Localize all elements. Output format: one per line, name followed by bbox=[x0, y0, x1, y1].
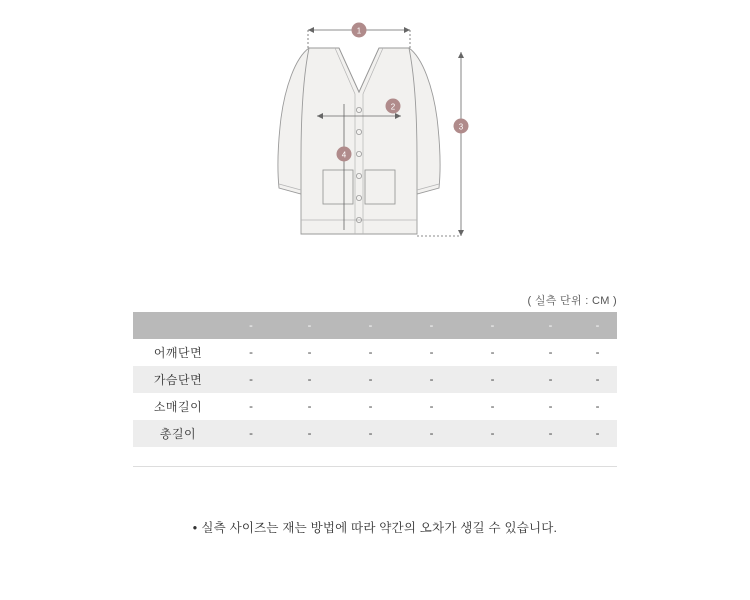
cell: - bbox=[490, 346, 495, 359]
cell: - bbox=[307, 400, 312, 413]
cell: - bbox=[429, 400, 434, 413]
cell: - bbox=[429, 427, 434, 440]
table-header-cell-0 bbox=[133, 312, 223, 339]
cell: - bbox=[307, 427, 312, 440]
table-row bbox=[133, 393, 617, 420]
table-row bbox=[133, 366, 617, 393]
footnote bbox=[0, 518, 750, 536]
cell: - bbox=[368, 400, 373, 413]
table-row bbox=[133, 339, 617, 366]
row-label-chest: 가슴단면 bbox=[153, 373, 203, 387]
cell: - bbox=[249, 373, 253, 386]
table-header-row bbox=[133, 312, 617, 339]
cell: - bbox=[595, 427, 600, 440]
cell: - bbox=[249, 427, 253, 440]
cell: - bbox=[368, 373, 373, 386]
cell: - bbox=[548, 427, 553, 440]
table-header-cell-6: - bbox=[548, 319, 553, 332]
cell: - bbox=[429, 346, 434, 359]
cell: - bbox=[595, 346, 600, 359]
cell: - bbox=[490, 400, 495, 413]
svg-text:1: 1 bbox=[356, 26, 362, 36]
cell: - bbox=[307, 346, 312, 359]
cell: - bbox=[595, 373, 600, 386]
garment-diagram bbox=[0, 0, 750, 280]
marker-1 bbox=[352, 23, 367, 38]
table-header-cell-4: - bbox=[429, 319, 434, 332]
cell: - bbox=[249, 346, 253, 359]
cell: - bbox=[368, 346, 373, 359]
cell: - bbox=[307, 373, 312, 386]
cell: - bbox=[249, 400, 253, 413]
cardigan-illustration-svg bbox=[265, 18, 495, 268]
cell: - bbox=[595, 400, 600, 413]
row-label-sleeve: 소매길이 bbox=[153, 400, 203, 414]
cell: - bbox=[368, 427, 373, 440]
marker-4 bbox=[337, 147, 352, 162]
cell: - bbox=[490, 427, 495, 440]
svg-text:2: 2 bbox=[390, 102, 396, 112]
table-row bbox=[133, 420, 617, 447]
table-header-cell-7: - bbox=[595, 319, 600, 332]
svg-text:4: 4 bbox=[341, 150, 347, 160]
row-label-shoulder: 어깨단면 bbox=[153, 346, 203, 360]
table-header-cell-1: - bbox=[249, 319, 253, 332]
marker-3 bbox=[454, 119, 469, 134]
bullet-icon: • bbox=[192, 521, 198, 535]
size-table bbox=[133, 312, 617, 447]
table-header-cell-5: - bbox=[490, 319, 495, 332]
table-header-cell-3: - bbox=[368, 319, 373, 332]
svg-text:3: 3 bbox=[458, 122, 464, 132]
footnote-text: 실측 사이즈는 재는 방법에 따라 약간의 오차가 생길 수 있습니다. bbox=[201, 521, 558, 535]
cardigan-body bbox=[278, 48, 440, 234]
table-header-cell-2: - bbox=[307, 319, 312, 332]
measurement-unit-note: ( 실측 단위 : CM ) bbox=[527, 295, 617, 307]
cell: - bbox=[548, 373, 553, 386]
cell: - bbox=[548, 346, 553, 359]
marker-2 bbox=[386, 99, 401, 114]
cell: - bbox=[490, 373, 495, 386]
cell: - bbox=[429, 373, 434, 386]
cell: - bbox=[548, 400, 553, 413]
section-divider bbox=[133, 466, 617, 467]
row-label-total-length: 총길이 bbox=[159, 427, 197, 441]
